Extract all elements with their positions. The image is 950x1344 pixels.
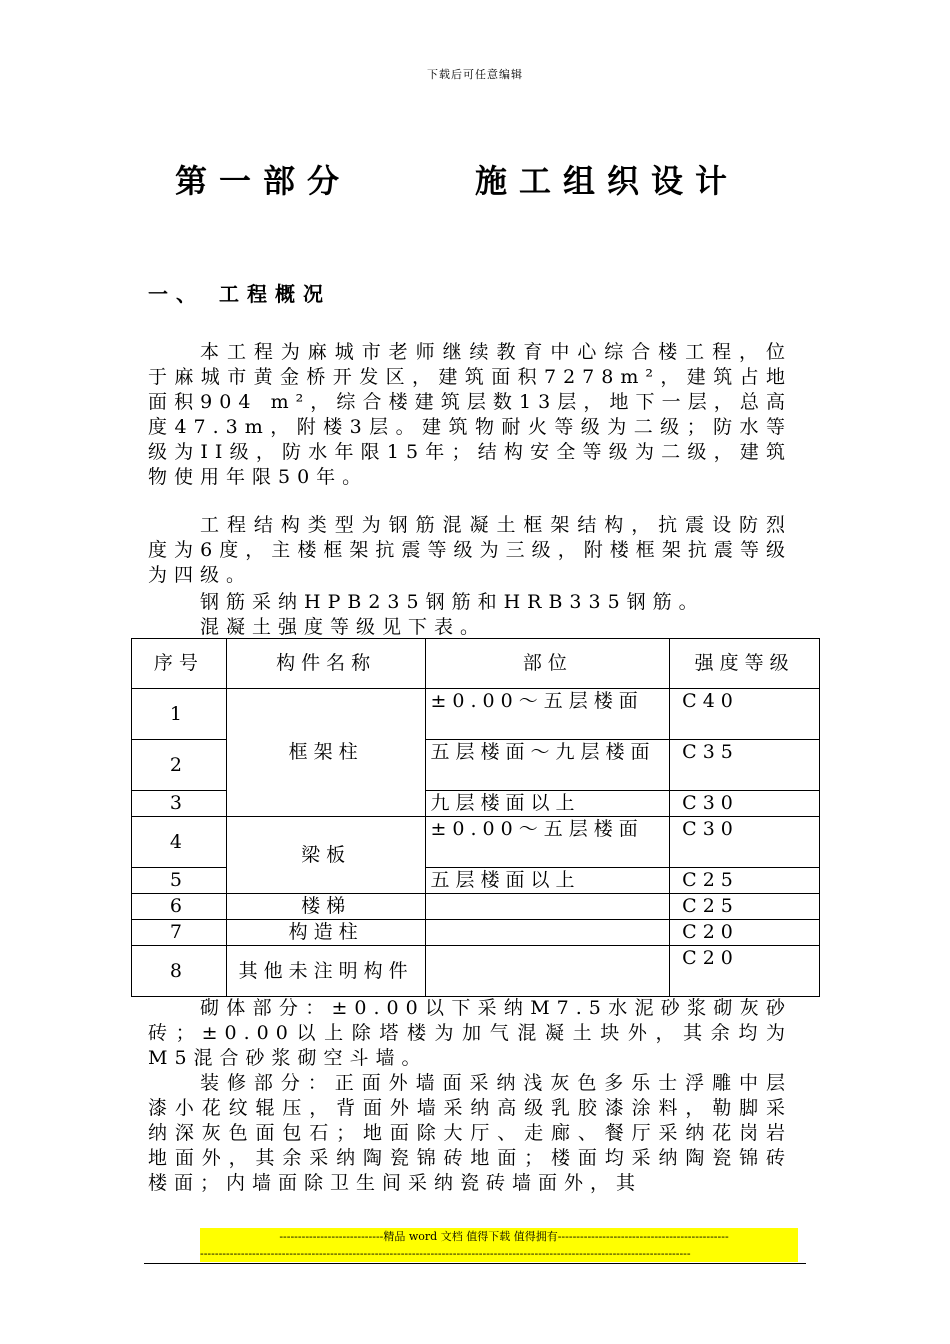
member-name: 其他未注明构件 — [226, 946, 426, 997]
location-cell: 五层楼面以上 — [426, 868, 670, 894]
location-cell: ±0.00～五层楼面 — [426, 817, 670, 868]
member-name: 楼梯 — [226, 894, 426, 920]
table-row — [132, 894, 820, 920]
member-name: 框架柱 — [226, 689, 426, 817]
paragraph-concrete: 混凝土强度等级见下表。 — [200, 616, 487, 638]
header-cell: 构件名称 — [226, 639, 426, 689]
grade-cell: C30 — [670, 791, 820, 817]
row-number: 3 — [132, 791, 227, 817]
header-cell: 部位 — [426, 639, 670, 689]
table-row — [132, 817, 820, 868]
table-row — [132, 920, 820, 946]
row-number: 4 — [132, 817, 227, 868]
location-cell: 九层楼面以上 — [426, 791, 670, 817]
part-title: 第一部分 — [175, 162, 352, 200]
paragraph-masonry: 砌体部分：±0.00以下采纳M7.5水泥砂浆砌灰砂砖；±0.00以上除塔楼为加气混凝土块外，其余均为M5混合砂浆砌空斗墙。 — [148, 997, 792, 1069]
header-cell: 强度等级 — [670, 639, 820, 689]
location-cell — [426, 946, 670, 997]
grade-cell: C20 — [670, 920, 820, 946]
table-row — [132, 946, 820, 997]
member-name: 构造柱 — [226, 920, 426, 946]
section-heading: 一、 工程概况 — [148, 282, 331, 306]
table-row — [132, 689, 820, 740]
location-cell: ±0.00～五层楼面 — [426, 689, 670, 740]
footer-divider — [144, 1263, 806, 1264]
paragraph-finishing: 装修部分：正面外墙面采纳浅灰色多乐士浮雕中层漆小花纹辊压，背面外墙采纳高级乳胶漆涂料，勒脚采纳深灰色面包石；地面除大厅、走廊、餐厅采纳花岗岩地面外，其余采纳陶瓷锦砖地面；楼面均采纳陶瓷锦砖楼面；内墙面除卫生间采纳瓷砖墙面外，其 — [148, 1072, 792, 1194]
footer-line-2: ------------------------------------------------------------------------------------------------------------------------------------ — [200, 1247, 691, 1260]
grade-cell: C25 — [670, 894, 820, 920]
row-number: 7 — [132, 920, 227, 946]
grade-cell: C30 — [670, 817, 820, 868]
table-header-row — [132, 639, 820, 689]
part-subtitle: 施工组织设计 — [475, 162, 740, 200]
concrete-grade-table — [131, 638, 820, 997]
grade-cell: C35 — [670, 740, 820, 791]
member-name: 梁板 — [226, 817, 426, 894]
row-number: 2 — [132, 740, 227, 791]
row-number: 8 — [132, 946, 227, 997]
grade-cell: C40 — [670, 689, 820, 740]
paragraph-overview: 本工程为麻城市老师继续教育中心综合楼工程，位于麻城市黄金桥开发区，建筑面积7278m²，建筑占地面积904 m²，综合楼建筑层数13层，地下一层，总高度47.3m，附楼3层。建筑物耐火等级为二级；防水等级为II级，防水年限15年；结构安全等级为二级，建筑物使用年限50年。 — [148, 341, 792, 488]
row-number: 6 — [132, 894, 227, 920]
paragraph-rebar: 钢筋采纳HPB235钢筋和HRB335钢筋。 — [200, 591, 705, 613]
row-number: 5 — [132, 868, 227, 894]
footer-line-1: ----------------------------精品 word 文档 值得下载 值得拥有---------------------------------------------- — [279, 1230, 729, 1243]
paragraph-structure: 工程结构类型为钢筋混凝土框架结构，抗震设防烈度为6度，主楼框架抗震等级为三级，附楼框架抗震等级为四级。 — [148, 514, 792, 586]
footer-banner — [200, 1228, 798, 1262]
row-number: 1 — [132, 689, 227, 740]
header-cell: 序号 — [132, 639, 227, 689]
grade-cell: C20 — [670, 946, 820, 997]
location-cell: 五层楼面～九层楼面 — [426, 740, 670, 791]
grade-cell: C25 — [670, 868, 820, 894]
location-cell — [426, 894, 670, 920]
location-cell — [426, 920, 670, 946]
page-header: 下载后可任意编辑 — [427, 68, 523, 81]
